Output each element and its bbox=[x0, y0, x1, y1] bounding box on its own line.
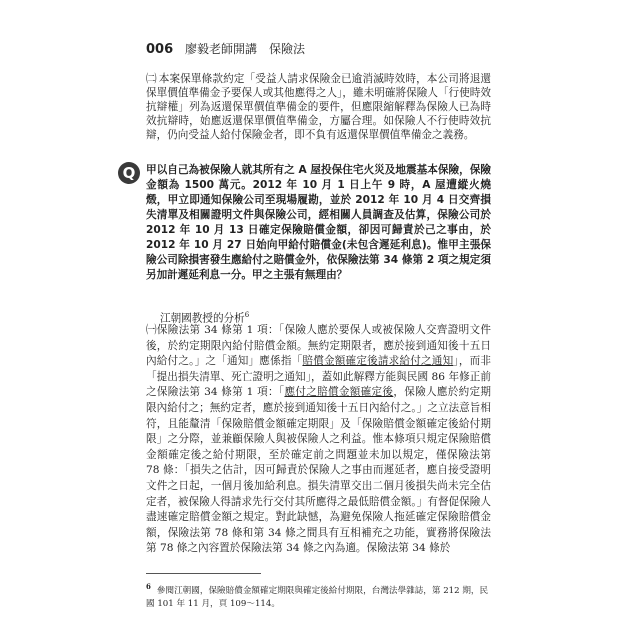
section-text: 本案保單條款約定「受益人請求保險金已逾消滅時效時，本公司將退還保單價值準備金予要保人或其他應得之人」，雖未明確將保險人「行使時效抗辯權」列為返還保單價值準備金的要件，但應限縮解釋為保險人已為時效抗辯時，始應返還保單價值準備金，方屬合理。如保險人不行使時效抗辯，仍向受益人給付保險金者，即不負有返還保單價值準備金之義務。 bbox=[146, 73, 492, 141]
analysis-text-1: 保險法第 34 條第 1 項：「保險人應於要保人或被保險人交齊證明文件後，於約定期限內給付賠償金額。無約定期限者，應於接到通知後十五日內給付之。」之「通知」應係指「 bbox=[146, 324, 492, 368]
page-number: 006 bbox=[146, 42, 174, 57]
analysis-underlined-1: 賠償金額確定後請求給付之通知 bbox=[302, 355, 454, 368]
analysis-underlined-2: 應付之賠償金額確定後 bbox=[284, 386, 394, 399]
analysis-paragraph bbox=[146, 323, 491, 557]
analysis-marker: ㈠ bbox=[146, 324, 157, 336]
running-title: 廖毅老師開講 保險法 bbox=[184, 42, 305, 56]
footnote-divider bbox=[146, 573, 261, 574]
page-header bbox=[146, 40, 305, 57]
footnote-text: 參閱江朝國，保險賠償金額確定期限與確定後給付期限，台灣法學雜誌，第 212 期，民國 101 年 11 月，頁 109～114。 bbox=[146, 585, 489, 609]
section-paragraph bbox=[146, 72, 491, 142]
question-text: 甲以自己為被保險人就其所有之 A 屋投保住宅火災及地震基本保險，保險金額為 1500 萬元。2012 年 10 月 1 日上午 9 時，A 屋遭縱火燒燬，甲立即通知保險公司至現場履勘，並於 2012 年 10 月 4 日交齊損失清單及相關證明文件與保險公司，經相關人員調查及估算，保險公司於 2012 年 10 月 13 日確定保險賠償金額，卻因可歸責於己之事由，於 2012 年 10 月 27 日始向甲給付賠償金(未包含遲延利息)。惟甲主張保險公司除損害發生應給付之賠償金外，依保險法第 34 條第 2 項之規定須另加計遲延利息一分。甲之主張有無理由？ bbox=[146, 164, 491, 281]
footnote bbox=[146, 580, 491, 611]
analysis-text-2: 」，而非「提出損失清單、死亡證明之通知」，蓋如此解釋方能與民國 86 年修正前之保險法第 34 條第 1 項：「 bbox=[146, 355, 491, 399]
footnote-ref: 6 bbox=[244, 311, 250, 319]
question-icon: Q bbox=[118, 162, 140, 184]
analysis-intro-text: 江朝國教授的分析 bbox=[160, 312, 245, 325]
section-marker: ㈡ bbox=[146, 73, 157, 85]
footnote-number: 6 bbox=[146, 582, 151, 591]
analysis-text-3: ，保險人應於約定期限內給付之；無約定者，應於接到通知後十五日內給付之。」之立法意旨相符，且能釐清「保險賠償金額確定期限」及「保險賠償金額確定後給付期限」之分際，並兼顧保險人與被保險人之利益。惟本條項只規定保險賠償金額確定後之給付期限，至於確定前之問題並未加以規定，僅保險法第 78 條：「損失之估計，因可歸責於保險人之事由而遲延者，應自接受證明文件之日起，一個月後加給利息。損失清單交出二個月後損失尚未完全估定者，被保險人得請求先行交付其所應得之最低賠償金額。」有督促保險人盡速確定賠償金額之規定。對此缺憾，為避免保險人拖延確定保險賠償金額，保險法第 78 條和第 34 條之間具有互相補充之功能，實務將保險法第 78 條之內容置於保險法第 34 條之內為適。保險法第 34 條於 bbox=[146, 386, 492, 555]
